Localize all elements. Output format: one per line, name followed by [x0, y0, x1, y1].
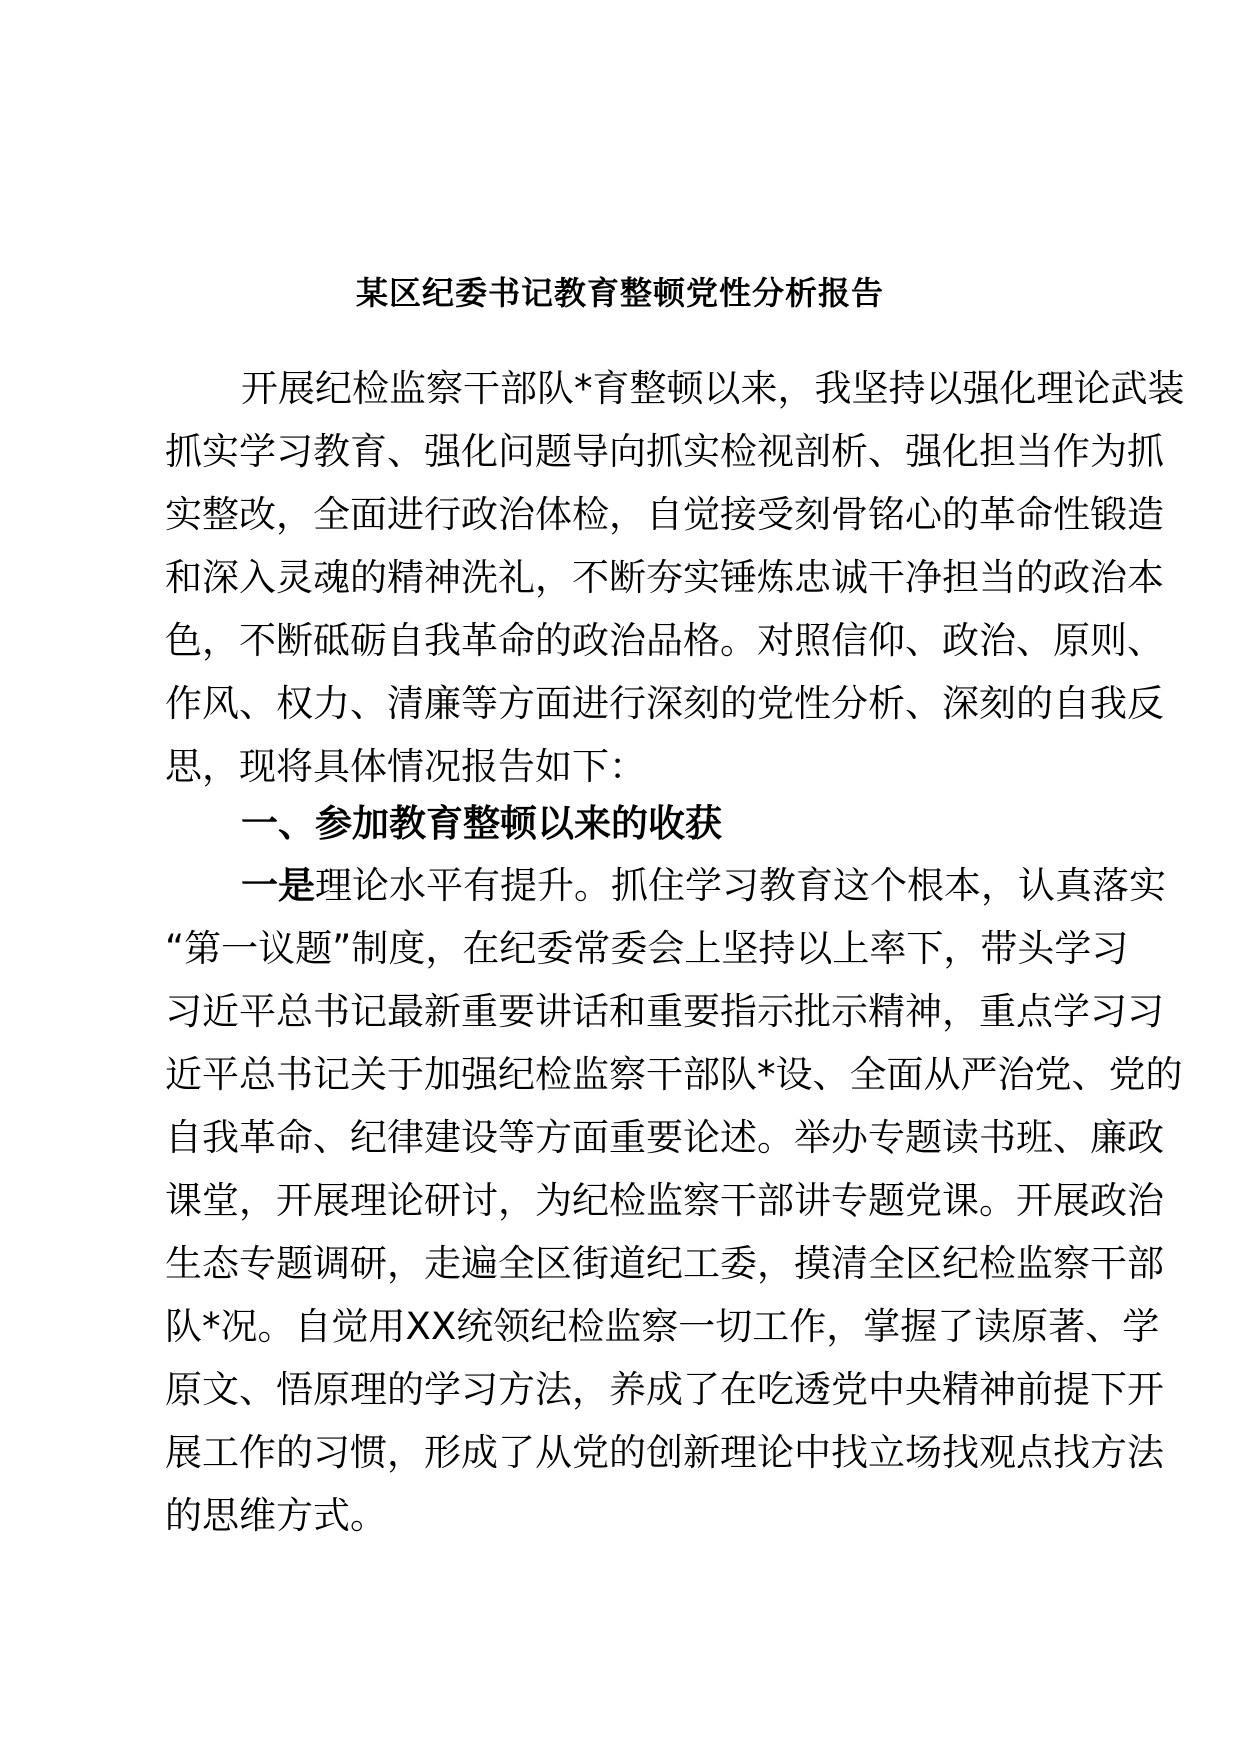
text-line: 思，现将具体情况报告如下： — [165, 745, 646, 788]
text-line: 作风、权力、清廉等方面进行深刻的党性分析、深刻的自我反 — [165, 682, 1164, 725]
text-line: 近平总书记关于加强纪检监察干部队*设、全面从严治党、党的 — [165, 1053, 1183, 1096]
text-line: 习近平总书记最新重要讲话和重要指示批示精神，重点学习习 — [165, 990, 1164, 1033]
text-line: 色，不断砥砺自我革命的政治品格。对照信仰、政治、原则、 — [165, 619, 1164, 662]
section-heading-text: 一、参加教育整顿以来的收获 — [241, 802, 722, 845]
text-line: 抓实学习教育、强化问题导向抓实检视剖析、强化担当作为抓 — [165, 430, 1164, 473]
text-line: “第一议题”制度，在纪委常委会上坚持以上率下，带头学习 — [165, 927, 1129, 970]
text-line: 的思维方式。 — [165, 1494, 387, 1537]
text-line: 队*况。自觉用XX统领纪检监察一切工作，掌握了读原著、学 — [165, 1305, 1160, 1348]
text-line: 原文、悟原理的学习方法，养成了在吃透党中央精神前提下开 — [165, 1368, 1164, 1411]
text-line: 自我革命、纪律建设等方面重要论述。举办专题读书班、廉政 — [165, 1116, 1164, 1159]
text-line: 和深入灵魂的精神洗礼，不断夯实锤炼忠诚干净担当的政治本 — [165, 556, 1164, 599]
paragraph-lead: 一是 — [241, 864, 315, 907]
section-paragraph — [165, 854, 1183, 1547]
text-line: 实整改，全面进行政治体检，自觉接受刻骨铭心的革命性锻造 — [165, 493, 1164, 536]
document-title: 某区纪委书记教育整顿党性分析报告 — [355, 274, 884, 312]
text-line: 展工作的习惯，形成了从党的创新理论中找立场找观点找方法 — [165, 1431, 1164, 1474]
paragraph-first-line — [165, 854, 1166, 917]
intro-paragraph — [165, 357, 1185, 798]
paragraph-first-line-text: 理论水平有提升。抓住学习教育这个根本，认真落实 — [315, 864, 1166, 907]
text-line: 课堂，开展理论研讨，为纪检监察干部讲专题党课。开展政治 — [165, 1179, 1164, 1222]
section-heading — [165, 792, 1087, 855]
text-line: 生态专题调研，走遍全区街道纪工委，摸清全区纪检监察干部 — [165, 1242, 1164, 1285]
text-line: 开展纪检监察干部队*育整顿以来，我坚持以强化理论武装 — [241, 367, 1185, 410]
